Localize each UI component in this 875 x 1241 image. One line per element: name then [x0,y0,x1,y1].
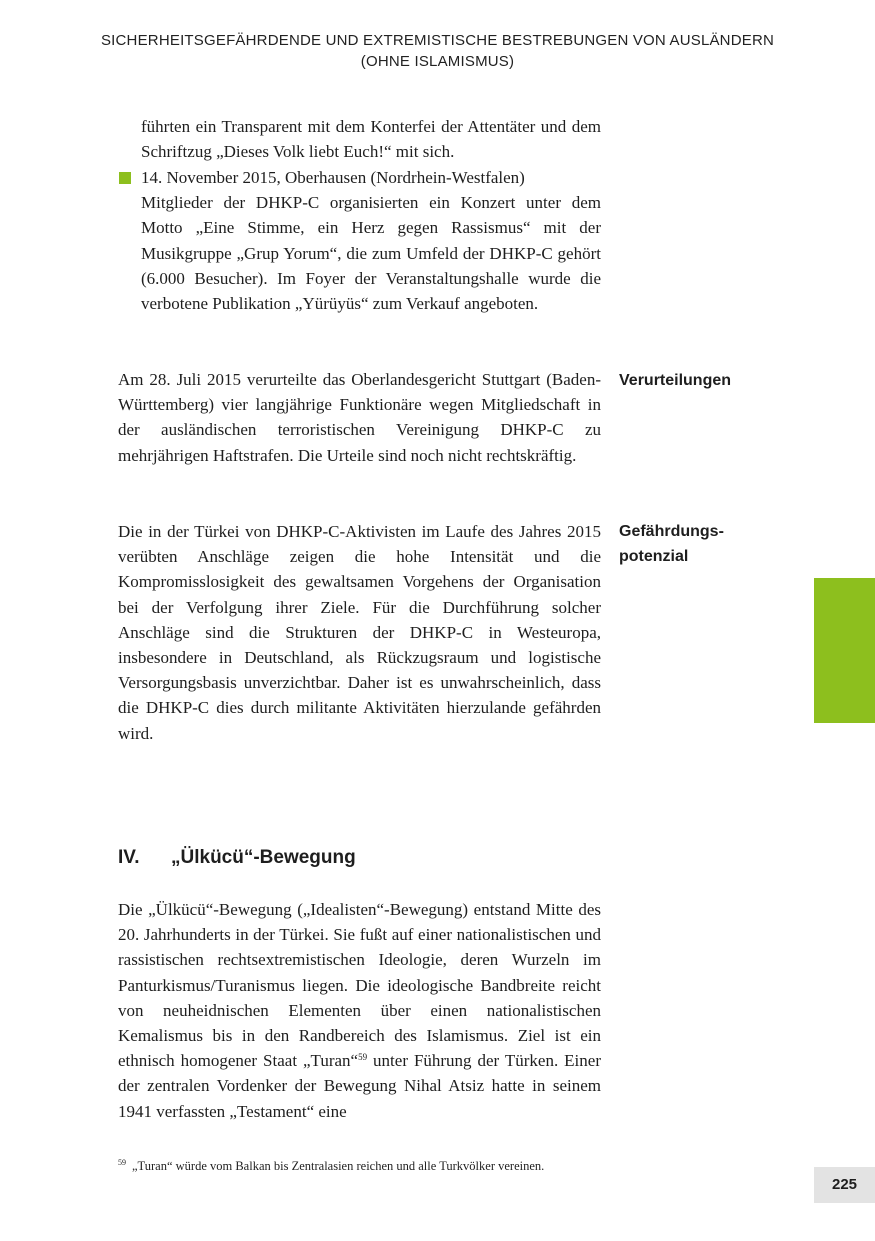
section-title: „Ülkücü“-Bewegung [171,847,356,868]
chapter-thumb-tab [814,578,875,723]
section-number: IV. [118,847,140,868]
paragraph-text-part2: unter Führung der Türken. Einer der zentralen Vordenker der Bewegung Nihal Atsiz hatte in seinem 1941 verfassten „Testament“ eine [118,1051,601,1121]
running-header-line2: (OHNE ISLAMISMUS) [360,53,515,70]
footnote-number: 59 [118,1158,126,1167]
bullet-item-title: 14. November 2015, Oberhausen (Nordrhein-Westfalen) [141,168,525,187]
footnote [118,1154,718,1175]
section-heading [118,845,356,871]
uelkuecue-paragraph [118,897,601,1124]
running-header [0,30,875,72]
verurteilungen-paragraph: Am 28. Juli 2015 verurteilte das Oberlandesgericht Stuttgart (Baden-Württemberg) vier langjährige Funktionäre wegen Mitgliedschaft in der ausländischen terroristischen Vereinigung DHKP-C zu mehrjährigen Haftstrafen. Die Urteile sind noch nicht rechtskräftig. [118,370,601,465]
margin-label-gefaehrdungspotenzial [619,519,779,569]
running-header-line1: SICHERHEITSGEFÄHRDENDE UND EXTREMISTISCHE BESTREBUNGEN VON AUSLÄNDERN [100,32,775,49]
gefaehrdungspotenzial-paragraph: Die in der Türkei von DHKP-C-Aktivisten im Laufe des Jahres 2015 verübten Anschläge zeigen die hohe Intensität und die Kompromisslosigkeit des gewaltsamen Vorgehens der Organisation bei der Verfolgung ihrer Ziele. Für die Durchführung solcher Anschläge sind die Strukturen der DHKP-C in Westeuropa, insbesondere in Deutschland, als Rückzugsraum und logistische Versorgungsbasis unverzichtbar. Daher ist es unwahrscheinlich, dass die DHKP-C dies durch militante Aktivitäten hierzulande gefährden wird. [118,522,601,743]
margin-label-line1: Gefährdungs- [619,523,724,540]
margin-label-verurteilungen: Verurteilungen [619,372,732,389]
bullet-square-icon [119,172,131,184]
margin-label-line2: potenzial [619,548,689,565]
footnote-text: „Turan“ würde vom Balkan bis Zentralasien reichen und alle Turkvölker vereinen. [132,1159,545,1174]
bullet-item [141,165,601,316]
page-number: 225 [814,1167,875,1203]
footnote-reference: 59 [358,1052,368,1063]
paragraph-text-part1: Die „Ülkücü“-Bewegung („Idealisten“-Bewegung) entstand Mitte des 20. Jahrhunderts in der Türkei. Sie fußt auf einer nationalistischen und rassistischen rechtsextremistischen Ideologie, deren Wurzeln im Panturkismus/Turanismus liegen. Die ideologische Bandbreite reicht von neuheidnischen Elementen über einen nationalistischen Kemalismus bis in den Randbereich des Islamismus. Ziel ist ein ethnisch homogener Staat „Turan“ [118,900,601,1071]
bullet-continuation-text: führten ein Transparent mit dem Konterfei der Attentäter und dem Schriftzug „Dieses Volk liebt Euch!“ mit sich. [141,117,601,162]
bullet-item-text: Mitglieder der DHKP-C organisierten ein Konzert unter dem Motto „Eine Stimme, ein Herz gegen Rassismus“ mit der Musikgruppe „Grup Yorum“, die zum Umfeld der DHKP-C gehört (6.000 Besucher). Im Foyer der Veranstaltungshalle wurde die verbotene Publikation „Yürüyüs“ zum Verkauf angeboten. [141,193,601,314]
